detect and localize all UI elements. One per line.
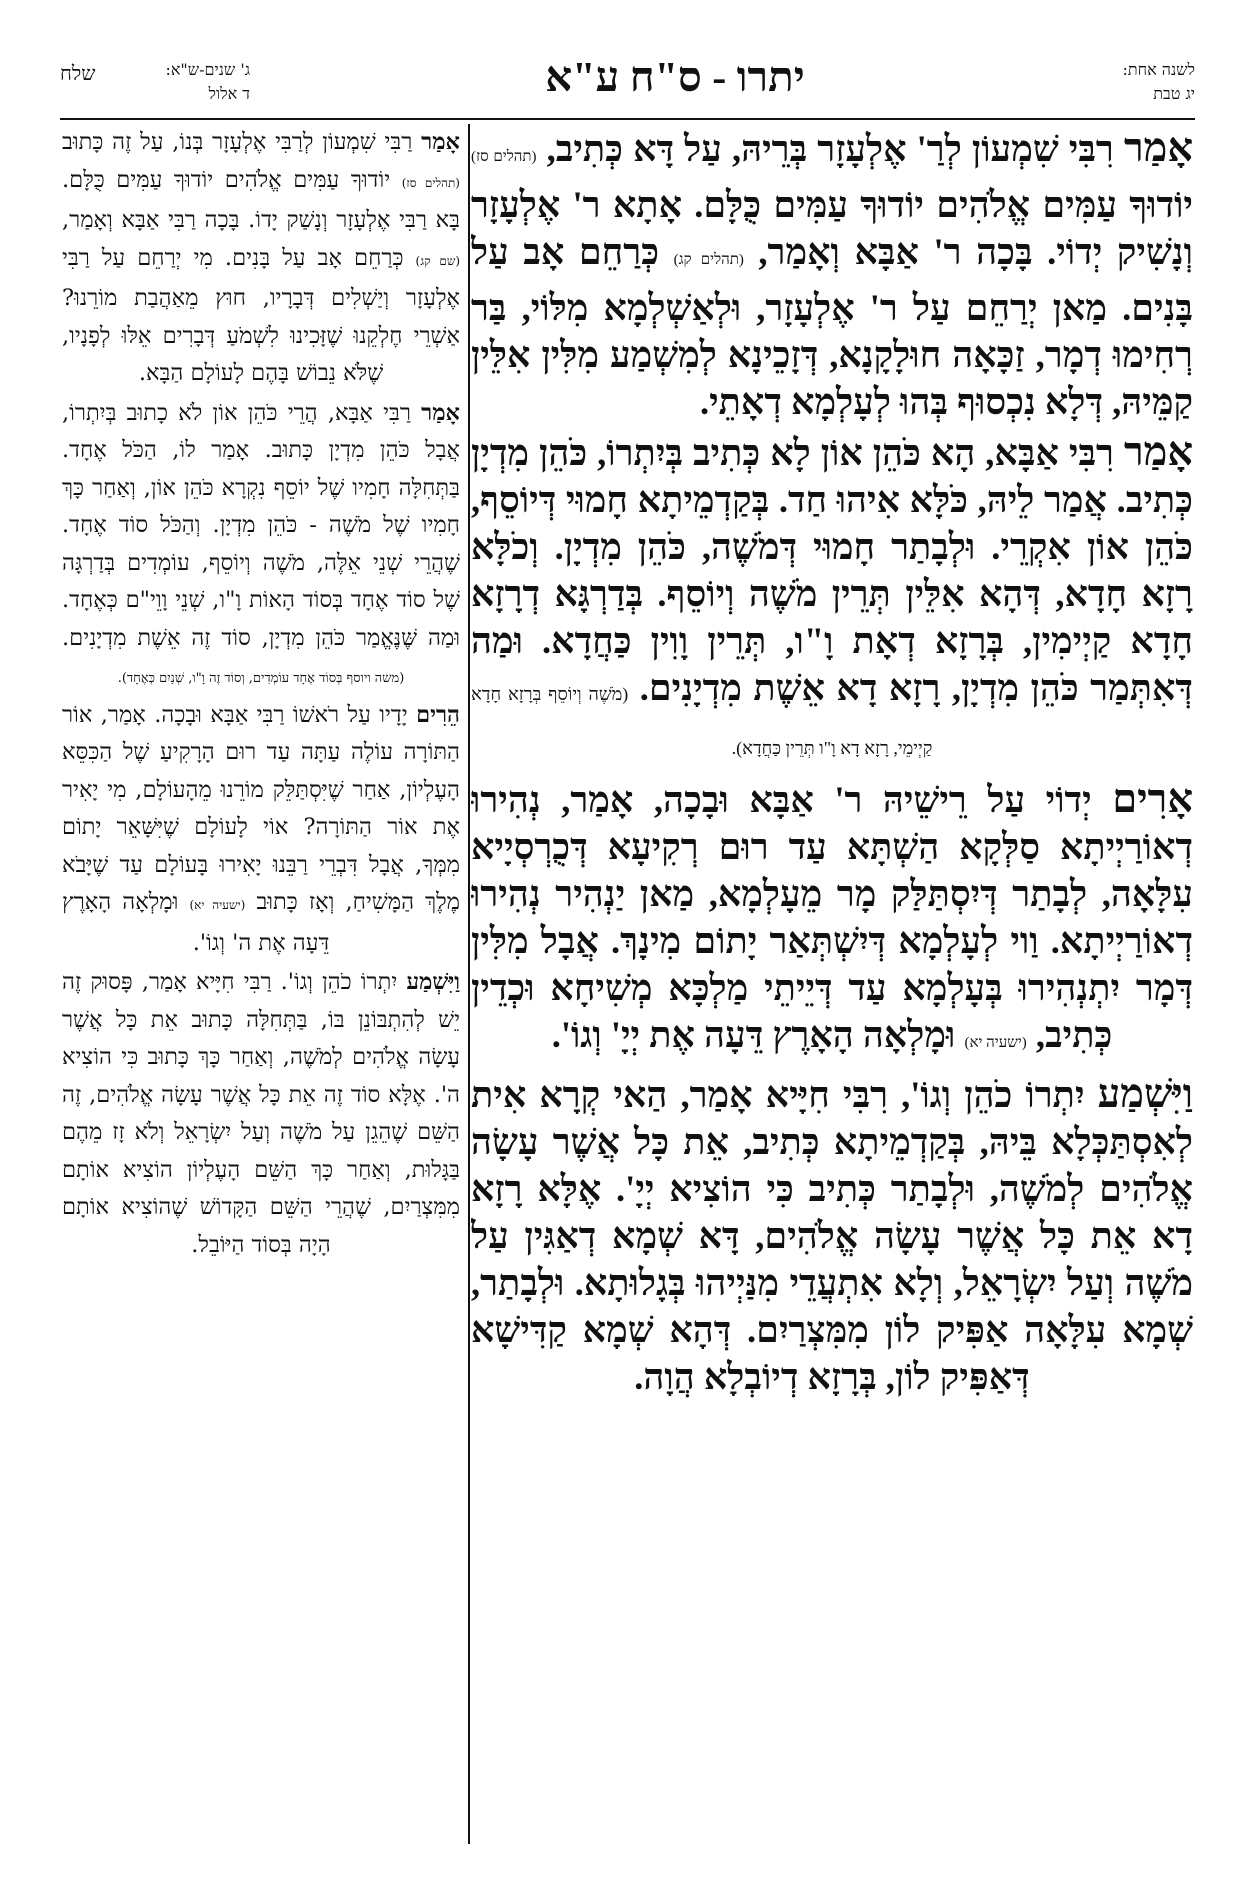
schedule-one-year-date: יג טבת <box>1153 84 1195 103</box>
paragraph-lead-word: אָמַר <box>1123 429 1193 474</box>
paragraph-lead-word: וַיִּשְׁמַע <box>1097 1071 1193 1116</box>
paragraph-text: רַבִּי שִׁמְעוֹן לְרַבִּי אֶלְעָזָר בְּנוֹ, עַל זֶה כָּתוּב <box>62 129 422 155</box>
paragraph-text: וּמָלְאָה הָאָרֶץ דֵּעָה אֶת ה' וְגוֹ'. <box>62 889 330 956</box>
verse-citation: (שם קג) <box>415 253 460 268</box>
schedule-three-years-date: ד אלול <box>208 84 250 103</box>
hebrew-paragraph-2 <box>62 395 460 695</box>
hebrew-translation-column <box>62 124 460 1844</box>
paragraph-lead-word: אָרִים <box>1112 776 1193 821</box>
aramaic-paragraph-3 <box>471 775 1193 1067</box>
paragraph-text: רִבִּי שִׁמְעוֹן לְרַ' אֶלְעָזָר בְּרֵיהּ, עַל דָּא כְּתִיב, <box>536 128 1124 169</box>
verse-citation: (תהלים קג) <box>673 252 744 268</box>
schedule-one-year-label: לשנה אחת: <box>1122 60 1195 79</box>
paragraph-text: כְּרַחֵם אָב עַל בָּנִים. מַאן יְרַחֵם עַל ר' אֶלְעָזָר, וּלְאַשְׁלְמָא מִלּוֹי, בַּר רְחִימוּ דְמָר, זַכָּאָה חוּלָקָנָא, דְּזָכֵינָא לְמִשְׁמַע מִלִּין אִלֵּין קַמֵּיהּ, דְּלָא נִכְסוּף בְּהוּ לְעָלְמָא דְאָתֵי. <box>471 231 1193 422</box>
paragraph-lead-word: אָמַר <box>1123 125 1193 170</box>
aramaic-column <box>471 124 1193 1844</box>
hebrew-paragraph-4 <box>62 964 460 1264</box>
paragraph-lead-word: אָמַר <box>421 399 460 426</box>
aramaic-paragraph-1 <box>471 124 1193 425</box>
schedule-one-year <box>1122 58 1195 106</box>
paragraph-text: וּמָלְאָה הָאָרֶץ דֵּעָה אֶת יְיָ' וְגוֹ'. <box>551 1014 965 1055</box>
verse-citation: (ישעיה יא) <box>964 1035 1027 1051</box>
paragraph-text: כְּרַחֵם אָב עַל בָּנִים. מִי יְרַחֵם עַל רַבִּי אֶלְעָזָר וְיַשְׁלִים דְּבָרָיו, חוּץ מֵאַהֲבַת מוֹרֵנוּ? אַשְׁרֵי חֶלְקֵנוּ שֶׁזָּכִינוּ לִשְׁמֹעַ דְּבָרִים אֵלּוּ לְפָנָיו, שֶׁלֹּא נֵבוֹשׁ בָּהֶם לָעוֹלָם הַבָּא. <box>62 244 460 386</box>
hebrew-paragraph-3 <box>62 697 460 963</box>
paragraph-text: יִתְרוֹ כֹהֵן וְגוֹ'. רַבִּי חִיָּיא אָמַר, פָּסוּק זֶה יֵשׁ לְהִתְבּוֹנֵן בּוֹ, בַּתְּחִלָּה כָּתוּב אֵת כָּל אֲשֶׁר עָשָׂה אֱלֹהִים לְמֹשֶׁה, וְאַחַר כָּךְ כָּתוּב כִּי הוֹצִיא ה'. אֶלָּא סוֹד זֶה אֵת כָּל אֲשֶׁר עָשָׂה אֱלֹהִים, זֶה הַשֵּׁם שֶׁהֵגֵן עַל מֹשֶׁה וְעַל יִשְׂרָאֵל וְלֹא זָז מֵהֶם בַּגָּלוּת, וְאַחַר כָּךְ הַשֵּׁם הָעֶלְיוֹן הוֹצִיא אוֹתָם מִמִּצְרַיִם, שֶׁהֲרֵי הַשֵּׁם הַקָּדוֹשׁ שֶׁהוֹצִיא אוֹתָם הָיָה בְּסוֹד הַיּוֹבֵל. <box>62 969 460 1258</box>
header-rule <box>60 118 1195 120</box>
schedule-parsha: שלח <box>60 63 96 85</box>
hebrew-paragraph-1 <box>62 124 460 393</box>
paragraph-text: יָדָיו עַל רֹאשׁוֹ רַבִּי אַבָּא וּבָכָה. אָמַר, אוֹר הַתּוֹרָה עוֹלֶה עַתָּה עַד רוּם הָרָקִיעַ שֶׁל הַכִּסֵּא הָעֶלְיוֹן, אַחַר שֶׁיִּסְתַּלֵּק מוֹרֵנוּ מֵהָעוֹלָם, מִי יָאִיר אֶת אוֹר הַתּוֹרָה? אוֹי לָעוֹלָם שֶׁיִּשָּׁאֵר יָתוֹם מִמְּךָ, אֲבָל דִּבְרֵי רַבֵּנוּ יָאִירוּ בָּעוֹלָם עַד שֶׁיָּבֹא מֶלֶךְ הַמָּשִׁיחַ, וְאָז כָּתוּב <box>62 701 460 915</box>
aramaic-paragraph-2 <box>471 428 1193 772</box>
schedule-three-years <box>60 58 250 108</box>
verse-citation: (תהלים סז) <box>471 149 537 165</box>
schedule-three-years-label: ג' שנים-ש"א: <box>165 60 250 79</box>
bracket-note: (משה ויוסף בְּסוֹד אֶחָד עוֹמְדִים, וְסוֹד זֶה וָ"ו, שְׁנַיִם כְּאֶחָד). <box>117 671 405 686</box>
paragraph-lead-word: הֵרִים <box>416 701 460 728</box>
paragraph-text: יוֹדוּךָ עַמִּים אֱלֹהִים יוֹדוּךָ עַמִּים כֻּלָּם. בָּא רַבִּי אֶלְעָזָר וְנָשַׁק יָדוֹ. בָּכָה רַבִּי אַבָּא וְאָמַר, <box>62 166 460 233</box>
paragraph-text: רַבִּי אַבָּא, הֲרֵי כֹּהֵן אוֹן לֹא כָתוּב בְּיִתְרוֹ, אֲבָל כֹּהֵן מִדְיָן כָּתוּב. אָמַר לוֹ, הַכֹּל אֶחָד. בַּתְּחִלָּה חָמִיו שֶׁל יוֹסֵף נִקְרָא כֹּהֵן אוֹן, וְאַחַר כָּךְ חָמִיו שֶׁל מֹשֶׁה - כֹּהֵן מִדְיָן. וְהַכֹּל סוֹד אֶחָד. שֶׁהֲרֵי שְׁנֵי אֵלֶּה, מֹשֶׁה וְיוֹסֵף, עוֹמְדִים בְּדַרְגָּה שֶׁל סוֹד אֶחָד בְּסוֹד הָאוֹת וָ"ו, שְׁנֵי וָוֵי"ם כְּאֶחָד. וּמַה שֶּׁנֶּאֱמַר כֹּהֵן מִדְיָן, סוֹד זֶה אֵשֶׁת מִדְיָנִים. <box>62 399 460 651</box>
paragraph-text: יוֹדוּךָ עַמִּים אֱלֹהִים יוֹדוּךָ עַמִּים כֻּלָּם. אָתָא ר' אֶלְעָזָר וְנָשִׁיק יְדוֹי. בָּכָה ר' אַבָּא וְאָמַר, <box>471 184 1193 272</box>
column-divider <box>468 124 470 1844</box>
paragraph-text: יְדוֹי עַל רֵישֵׁיהּ ר' אַבָּא וּבָכָה, אָמַר, נְהִירוּ דְאוֹרַיְיתָא סַלְּקָא הַשְׁתָּא עַד רוּם רְקִיעָא דְּכֻרְסְיָיא עִלָּאָה, לְבָתַר דְּיִסְתַּלַּק מָר מֵעָלְמָא, מַאן יַנְהִיר נְהִירוּ דְאוֹרַיְיתָא. וַוי לְעָלְמָא דְּיִשְׁתְּאַר יָתוֹם מִינָךְ. אֲבָל מִלִּין דְּמָר יִתְנְהִירוּ בְּעָלְמָא עַד דְּיֵיתֵי מַלְכָּא מְשִׁיחָא וּכְדֵין כְּתִיב, <box>471 779 1193 1055</box>
paragraph-text: יִתְרוֹ כֹהֵן וְגוֹ', רִבִּי חִיָּיא אָמַר, הַאי קְרָא אִית לְאִסְתַּכְּלָא בֵּיהּ, בְּקַדְמֵיתָא כְּתִיב, אֵת כָּל אֲשֶׁר עָשָׂה אֱלֹהִים לְמֹשֶׁה, וּלְבָתַר כְּתִיב כִּי הוֹצִיא יְיָ'. אֶלָּא רָזָא דָא אֵת כָּל אֲשֶׁר עָשָׂה אֱלֹהִים, דָּא שְׁמָא דְאַגִּין עַל מֹשֶׁה וְעַל יִשְׂרָאֵל, וְלָא אִתְעֲדֵי מִנַּיְיהוּ בְּגָלוּתָא. וּלְבָתַר, שְׁמָא עִלָּאָה אַפִּיק לוֹן מִמִּצְרַיִם. דְּהָא שְׁמָא קַדִּישָׁא דְּאַפִּיק לוֹן, בְּרָזָא דְיוֹבְלָא הֲוָה. <box>471 1074 1193 1397</box>
paragraph-text: רִבִּי אַבָּא, הָא כֹּהֵן אוֹן לָא כְּתִיב בְּיִתְרוֹ, כֹּהֵן מִדְיָן כְּתִיב. אֲמַר לֵיהּ, כֹּלָּא אִיהוּ חַד. בְּקַדְמֵיתָא חָמוּי דְּיוֹסֵף, כֹּהֵן אוֹן אִקְרֵי. וּלְבָתַר חָמוּי דְּמֹשֶׁה, כֹּהֵן מִדְיָן. וְכֹלָּא רָזָא חָדָא, דְּהָא אִלֵּין תְּרֵין מֹשֶׁה וְיוֹסֵף. בְּדַרְגָּא דְרָזָא חָדָא קַיְימִין, בְּרָזָא דְאָת וָ"ו, תְּרֵין וָוִין כַּחֲדָא. וּמַה דְּאִתְּמַר כֹּהֵן מִדְיָן, רָזָא דָא אֵשֶׁת מִדְיָנִים. <box>471 432 1193 708</box>
paragraph-lead-word: וַיִּשְׁמַע <box>406 969 460 995</box>
paragraph-lead-word: אָמַר <box>421 129 460 155</box>
bracket-note: (מֹשֶׁה וְיוֹסֵף בְּרָזָא חָדָא קַיְימֵי, רָזָא דָא וָ"ו תְּרֵין כַּחֲדָא). <box>471 684 933 758</box>
verse-citation: (ישעיה יא) <box>189 898 246 912</box>
schedule-three-years-stack <box>165 58 250 106</box>
aramaic-paragraph-4 <box>471 1070 1193 1400</box>
verse-citation: (תהלים סז) <box>401 175 460 190</box>
page-header <box>60 52 1195 112</box>
page-title: יתרו - ס"ח ע"א <box>545 55 805 101</box>
